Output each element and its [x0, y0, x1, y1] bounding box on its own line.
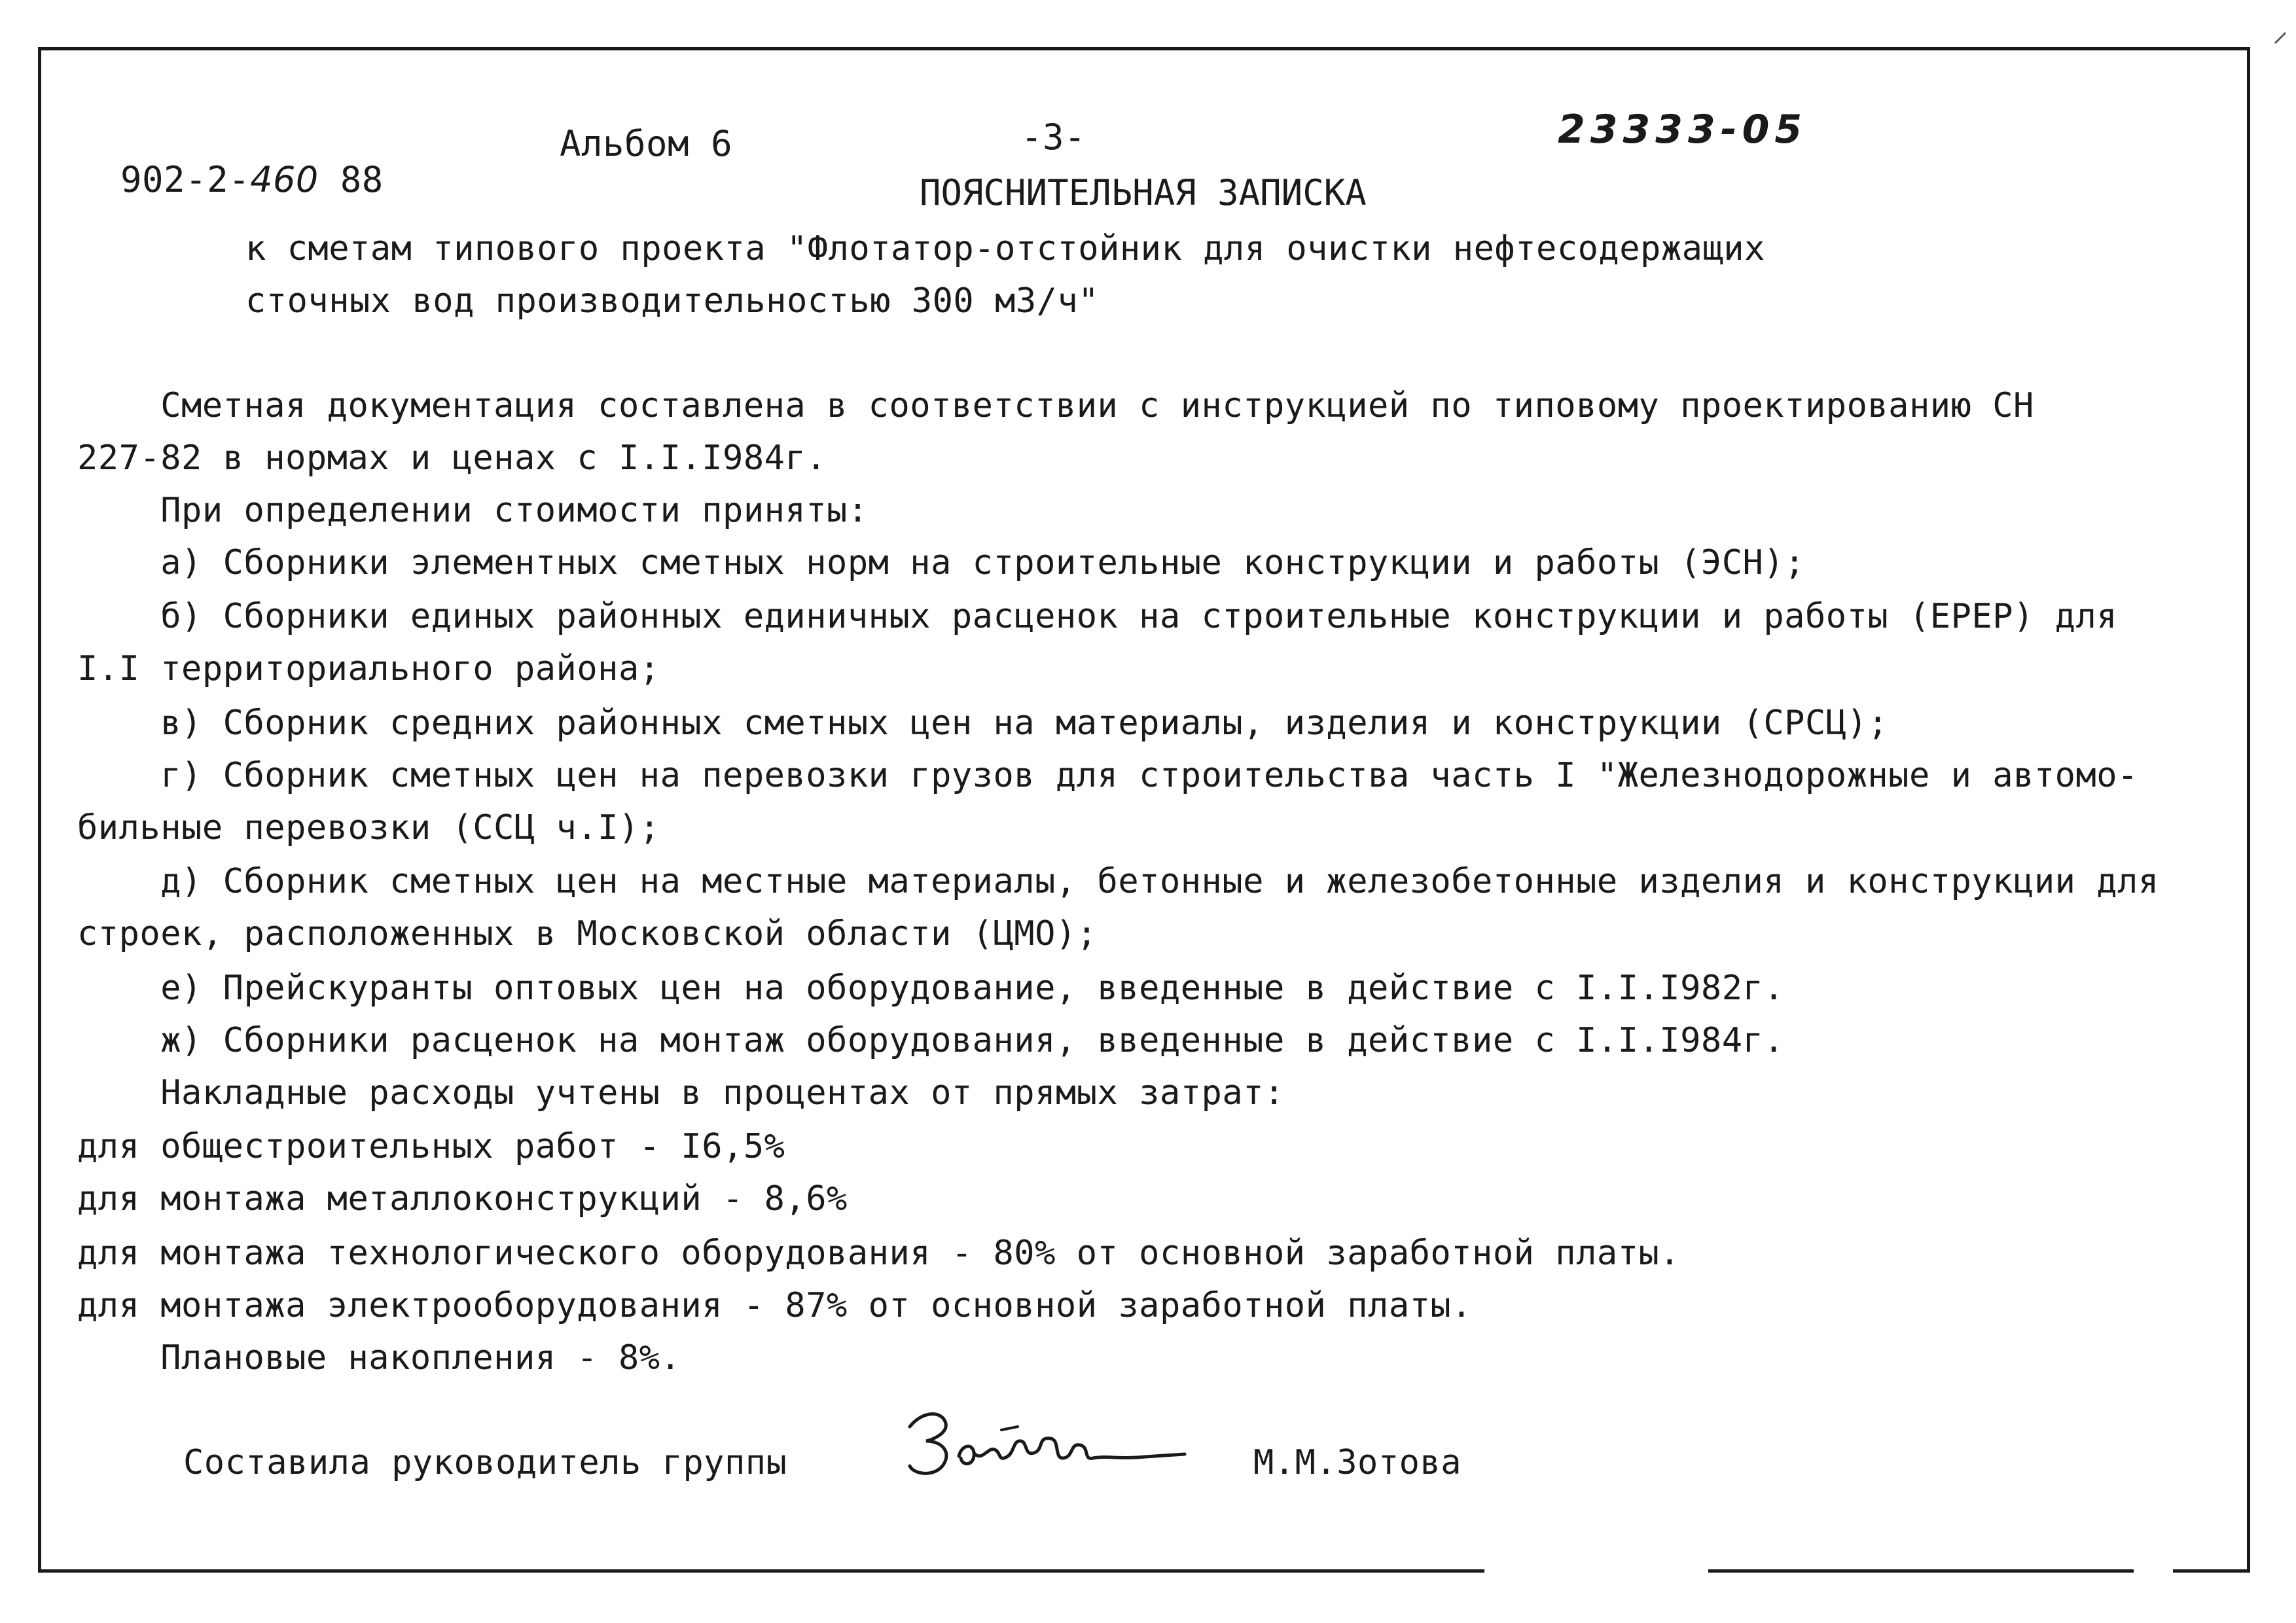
bottom-rule	[38, 1569, 1484, 1573]
paragraph-line: Сметная документация составлена в соответствии с инструкцией по типовому проектированию СН	[77, 386, 2034, 425]
paragraph-line: Накладные расходы учтены в процентах от прямых затрат:	[77, 1073, 1285, 1113]
page-number: -3-	[1021, 116, 1086, 158]
signoff-name: М.М.Зотова	[1253, 1443, 1462, 1482]
inventory-number: 23333-05	[1558, 107, 1808, 152]
subtitle-line: к сметам типового проекта "Флотатор-отстойник для очистки нефтесодержащих	[245, 229, 1765, 268]
subtitle-line: сточных вод производительностью 300 м3/ч"	[245, 281, 1100, 321]
album-label: Альбом 6	[560, 123, 733, 164]
bottom-rule	[1708, 1569, 2134, 1573]
list-item: е) Прейскуранты оптовых цен на оборудование, введенные в действие с I.I.I982г.	[77, 969, 1785, 1008]
doc-code: 902-2-460 88	[120, 159, 384, 200]
list-item: б) Сборники единых районных единичных расценок на строительные конструкции и работы (ЕРЕР) для	[77, 597, 2118, 636]
bottom-rule	[2173, 1569, 2250, 1573]
overhead-rate: для монтажа технологического оборудования - 80% от основной заработной платы.	[77, 1234, 1681, 1273]
paragraph-line: 227-82 в нормах и ценах с I.I.I984г.	[77, 438, 827, 478]
paragraph-line: Плановые накопления - 8%.	[77, 1338, 681, 1378]
overhead-rate: для монтажа электрооборудования - 87% от основной заработной платы.	[77, 1286, 1473, 1325]
corner-mark	[2274, 31, 2287, 45]
document-heading: ПОЯСНИТЕЛЬНАЯ ЗАПИСКА	[920, 172, 1367, 213]
list-item: бильные перевозки (ССЦ ч.I);	[77, 808, 660, 847]
overhead-rate: для монтажа металлоконструкций - 8,6%	[77, 1179, 848, 1219]
list-item: ж) Сборники расценок на монтаж оборудования, введенные в действие с I.I.I984г.	[77, 1021, 1785, 1060]
list-item: г) Сборник сметных цен на перевозки грузов для строительства часть I "Железнодорожные и автомо-	[77, 756, 2138, 795]
signoff-role: Составила руководитель группы	[183, 1443, 787, 1482]
handwritten-signature	[897, 1400, 1224, 1486]
paragraph-line: При определении стоимости приняты:	[77, 491, 869, 530]
overhead-rate: для общестроительных работ - I6,5%	[77, 1127, 785, 1166]
list-item: строек, расположенных в Московской области (ЦМО);	[77, 914, 1098, 954]
list-item: I.I территориального района;	[77, 649, 660, 688]
list-item: в) Сборник средних районных сметных цен на материалы, изделия и конструкции (СРСЦ);	[77, 704, 1889, 743]
list-item: д) Сборник сметных цен на местные материалы, бетонные и железобетонные изделия и конструкции для	[77, 862, 2159, 901]
list-item: а) Сборники элементных сметных норм на строительные конструкции и работы (ЭСН);	[77, 543, 1805, 582]
